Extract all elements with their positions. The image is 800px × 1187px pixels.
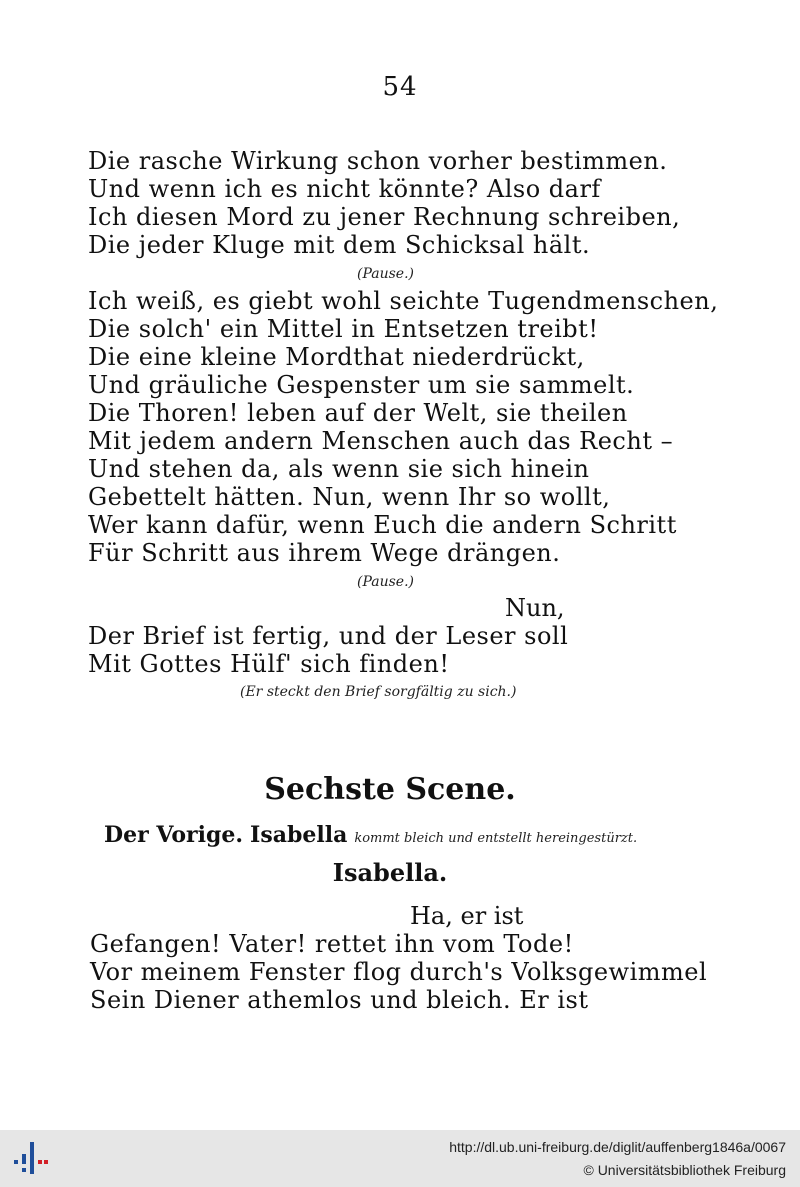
verse-line: Die eine kleine Mordthat niederdrückt, [88, 343, 585, 371]
verse-half-line: Ha, er ist [410, 902, 524, 930]
verse-line: Ich weiß, es giebt wohl seichte Tugendmenschen, [88, 287, 719, 315]
verse-line: Wer kann dafür, wenn Euch die andern Schritt [88, 511, 677, 539]
verse-line: Mit Gottes Hülf' sich finden! [88, 650, 450, 678]
verse-line: Für Schritt aus ihrem Wege drängen. [88, 539, 561, 567]
copyright-notice: © Universitätsbibliothek Freiburg [583, 1162, 786, 1178]
verse-line: Die Thoren! leben auf der Welt, sie theilen [88, 399, 628, 427]
verse-line: Vor meinem Fenster flog durch's Volksgewimmel [90, 958, 708, 986]
cast-previous: Der Vorige. [104, 822, 244, 848]
verse-line: Und gräuliche Gespenster um sie sammelt. [88, 371, 635, 399]
scene-heading: Sechste Scene. [264, 772, 516, 807]
stage-direction-pause: (Pause.) [357, 574, 414, 590]
verse-line: Und wenn ich es nicht könnte? Also darf [88, 175, 601, 203]
cast-direction: kommt bleich und entstellt hereingestürzt. [354, 831, 638, 846]
page-number: 54 [382, 72, 418, 102]
verse-line: Der Brief ist fertig, und der Leser soll [88, 622, 569, 650]
verse-line: Die rasche Wirkung schon vorher bestimmen. [88, 147, 668, 175]
verse-line: Die solch' ein Mittel in Entsetzen treibt! [88, 315, 599, 343]
verse-half-line: Nun, [505, 594, 565, 622]
verse-line: Sein Diener athemlos und bleich. Er ist [90, 986, 589, 1014]
verse-line: Gefangen! Vater! rettet ihn vom Tode! [90, 930, 574, 958]
permalink-url[interactable]: http://dl.ub.uni-freiburg.de/diglit/auffenberg1846a/0067 [449, 1139, 786, 1155]
cast-line [104, 822, 637, 848]
ub-freiburg-logo-icon [10, 1138, 50, 1178]
verse-line: Ich diesen Mord zu jener Rechnung schreiben, [88, 203, 681, 231]
viewer-footer [0, 1130, 800, 1187]
verse-line: Und stehen da, als wenn sie sich hinein [88, 455, 590, 483]
speaker-name: Isabella. [332, 858, 448, 887]
verse-line: Die jeder Kluge mit dem Schicksal hält. [88, 231, 591, 259]
verse-line: Gebettelt hätten. Nun, wenn Ihr so wollt, [88, 483, 611, 511]
stage-direction-letter: (Er steckt den Brief sorgfältig zu sich.) [240, 684, 517, 700]
verse-line: Mit jedem andern Menschen auch das Recht – [88, 427, 674, 455]
stage-direction-pause: (Pause.) [357, 266, 414, 282]
cast-name: Isabella [250, 822, 348, 848]
